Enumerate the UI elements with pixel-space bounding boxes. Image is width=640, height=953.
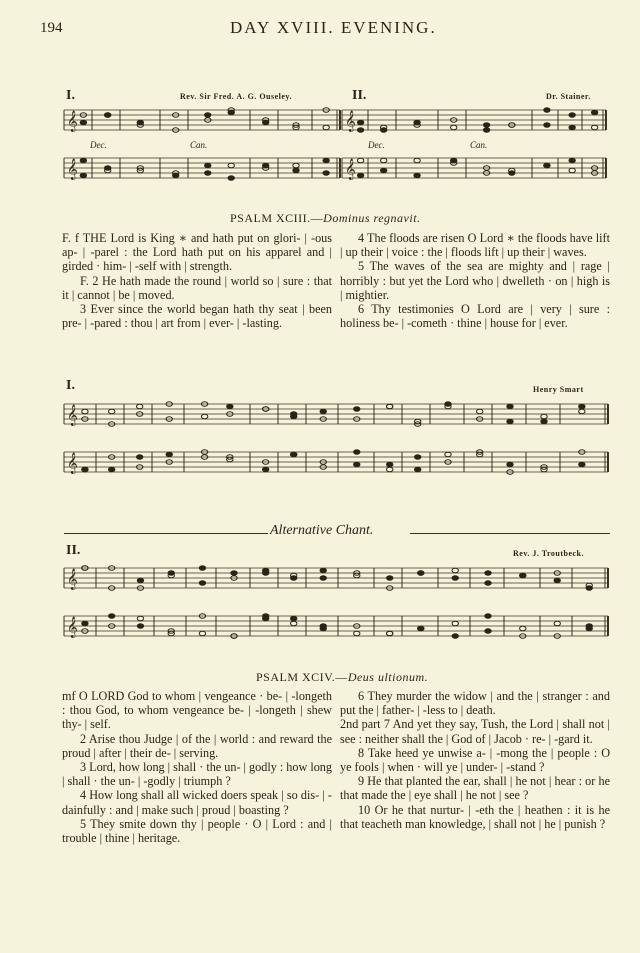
note-head xyxy=(293,168,299,173)
note-head xyxy=(386,462,392,467)
note-head xyxy=(205,171,211,176)
note-head xyxy=(166,452,172,457)
verse: 3 Ever since the world began hath thy seat | been pre- | -pared : thou | art from | ever- | -lasting. xyxy=(62,302,332,331)
note-head xyxy=(228,176,234,181)
note-head xyxy=(569,158,575,163)
note-head xyxy=(569,113,575,118)
alternative-chant-heading: Alternative Chant. xyxy=(270,523,374,538)
composer-name: Dr. Stainer. xyxy=(546,92,591,101)
composer-name: Rev. Sir Fred. A. G. Ouseley. xyxy=(180,92,292,101)
note-head xyxy=(579,404,585,409)
note-head xyxy=(485,571,491,576)
dec-label: Dec. xyxy=(368,140,385,150)
verse: 2 Arise thou Judge | of the | world : and reward the proud | after | their de- | serving. xyxy=(62,731,332,760)
clef-icon: 𝄞 xyxy=(67,569,78,590)
note-head xyxy=(586,586,592,591)
note-head xyxy=(586,624,592,629)
divider xyxy=(64,533,268,534)
music-staff-top-left xyxy=(64,100,344,190)
verse: 5 They smite down thy | people · O | Lord : and | trouble | thine | heritage. xyxy=(62,816,332,846)
note-head xyxy=(591,110,597,115)
note-head xyxy=(483,123,489,128)
clef-icon: 𝄞 xyxy=(67,405,78,426)
note-head xyxy=(80,173,86,178)
verse: 4 How long shall all wicked doers speak | so dis- | -dainfully : and | make such | proud | boasting ? xyxy=(62,788,332,817)
note-head xyxy=(323,158,329,163)
note-head xyxy=(199,566,205,571)
chant-numeral: II. xyxy=(352,88,367,103)
note-head xyxy=(569,125,575,130)
note-head xyxy=(104,166,110,171)
note-head xyxy=(290,414,296,419)
note-head xyxy=(476,409,482,414)
psalm-94-left-column xyxy=(62,689,332,845)
music-staff-middle xyxy=(64,396,610,492)
note-head xyxy=(199,631,205,636)
verse: F. f THE Lord is King ∗ and hath put on glori- | -ous ap- | -parel : the Lord hath put on his apparel and | girded · him- | -self with | strength. xyxy=(62,231,332,274)
note-head xyxy=(485,629,491,634)
note-head xyxy=(136,404,142,409)
note-head xyxy=(554,578,560,583)
note-head xyxy=(450,125,456,130)
note-head xyxy=(414,173,420,178)
chant-numeral: II. xyxy=(66,543,81,558)
psalm-94-right-column xyxy=(340,689,610,831)
psalm-93-left-column xyxy=(62,231,332,330)
note-head xyxy=(108,614,114,619)
note-head xyxy=(293,163,299,168)
music-staff-lower xyxy=(64,560,610,652)
note-head xyxy=(452,621,458,626)
psalm-93-right-column xyxy=(340,231,610,330)
clef-icon: 𝄞 xyxy=(345,159,356,180)
chant-numeral: I. xyxy=(66,378,75,393)
note-head xyxy=(354,631,360,636)
composer-name: Henry Smart xyxy=(533,385,584,394)
note-head xyxy=(483,128,489,133)
note-head xyxy=(205,113,211,118)
note-head xyxy=(452,576,458,581)
note-head xyxy=(386,631,392,636)
clef-icon: 𝄞 xyxy=(67,111,78,132)
verse: F. 2 He hath made the round | world so | sure : that it | cannot | be | moved. xyxy=(62,273,332,302)
can-label: Can. xyxy=(190,140,208,150)
note-head xyxy=(136,455,142,460)
chant-numeral: I. xyxy=(66,88,75,103)
note-head xyxy=(357,173,363,178)
note-head xyxy=(320,576,326,581)
clef-icon: 𝄞 xyxy=(67,617,78,638)
note-head xyxy=(579,462,585,467)
note-head xyxy=(168,571,174,576)
note-head xyxy=(354,450,360,455)
note-head xyxy=(418,626,424,631)
verse: 4 The floods are risen O Lord ∗ the floods have lift | up their | voice : the | floods lift | up their | waves. xyxy=(340,231,610,260)
music-staff-top-right xyxy=(342,100,610,190)
note-head xyxy=(485,581,491,586)
note-head xyxy=(108,467,114,472)
note-head xyxy=(509,171,515,176)
note-head xyxy=(414,158,420,163)
note-head xyxy=(137,120,143,125)
note-head xyxy=(231,571,237,576)
note-head xyxy=(320,409,326,414)
note-head xyxy=(137,578,143,583)
note-head xyxy=(290,616,296,621)
note-head xyxy=(452,634,458,639)
verse: 2nd part 7 And yet they say, Tush, the Lord | shall not | see : neither shall the | God of | Jacob · re- | -gard it. xyxy=(340,717,610,746)
note-head xyxy=(354,407,360,412)
note-head xyxy=(357,128,363,133)
note-head xyxy=(569,168,575,173)
note-head xyxy=(380,158,386,163)
composer-name: Rev. J. Troutbeck. xyxy=(513,549,585,558)
note-head xyxy=(108,409,114,414)
note-head xyxy=(201,414,207,419)
note-head xyxy=(414,455,420,460)
note-head xyxy=(445,452,451,457)
clef-icon: 𝄞 xyxy=(345,111,356,132)
dec-label: Dec. xyxy=(90,140,107,150)
note-head xyxy=(544,123,550,128)
note-head xyxy=(82,621,88,626)
note-head xyxy=(579,409,585,414)
verse: 3 Lord, how long | shall · the un- | godly : how long | shall · the un- | -godly | triumph ? xyxy=(62,760,332,789)
clef-icon: 𝄞 xyxy=(67,159,78,180)
verse: 5 The waves of the sea are mighty and | rage | horribly : but yet the Lord who | dwelleth · on | high is | mightier. xyxy=(340,259,610,302)
note-head xyxy=(357,158,363,163)
verse: 10 Or he that nurtur- | -eth the | heathen : it is he that teacheth man knowledge, | shall not | he | punish ? xyxy=(340,802,610,831)
psalm-title: PSALM XCIII.—Dominus regnavit. xyxy=(230,211,421,225)
verse: 9 He that planted the ear, shall | he not | hear : or he that made the | eye shall | he not | see ? xyxy=(340,774,610,803)
note-head xyxy=(354,462,360,467)
can-label: Can. xyxy=(470,140,488,150)
note-head xyxy=(290,621,296,626)
note-head xyxy=(541,419,547,424)
verse: 6 Thy testimonies O Lord are | very | sure : holiness be- | -cometh · thine | house for | ever. xyxy=(340,302,610,331)
note-head xyxy=(452,568,458,573)
note-head xyxy=(414,467,420,472)
note-head xyxy=(380,168,386,173)
note-head xyxy=(591,125,597,130)
note-head xyxy=(262,614,268,619)
note-head xyxy=(357,120,363,125)
note-head xyxy=(507,462,513,467)
psalm-title: PSALM XCIV.—Deus ultionum. xyxy=(256,670,429,684)
note-head xyxy=(262,467,268,472)
note-head xyxy=(290,452,296,457)
note-head xyxy=(262,120,268,125)
running-title: DAY XVIII. EVENING. xyxy=(230,18,437,37)
verse: 8 Take heed ye unwise a- | -mong the | people : O ye fools | when · will ye | under- | -stand ? xyxy=(340,745,610,775)
note-head xyxy=(386,467,392,472)
note-head xyxy=(485,614,491,619)
note-head xyxy=(205,163,211,168)
note-head xyxy=(323,125,329,130)
note-head xyxy=(520,626,526,631)
note-head xyxy=(82,409,88,414)
divider xyxy=(410,533,610,534)
note-head xyxy=(320,568,326,573)
note-head xyxy=(554,621,560,626)
note-head xyxy=(507,404,513,409)
note-head xyxy=(544,108,550,113)
note-head xyxy=(507,419,513,424)
note-head xyxy=(228,163,234,168)
note-head xyxy=(227,404,233,409)
clef-icon: 𝄞 xyxy=(67,453,78,474)
note-head xyxy=(386,576,392,581)
note-head xyxy=(320,626,326,631)
note-head xyxy=(262,568,268,573)
note-head xyxy=(80,120,86,125)
note-head xyxy=(137,624,143,629)
note-head xyxy=(137,616,143,621)
note-head xyxy=(380,128,386,133)
verse: mf O LORD God to whom | vengeance · be- | -longeth : thou God, to whom vengeance be- | -longeth | shew thy- | self. xyxy=(62,689,332,732)
page-number: 194 xyxy=(40,20,63,36)
note-head xyxy=(323,171,329,176)
verse: 6 They murder the widow | and the | stranger : and put the | father- | -less to | death. xyxy=(340,689,610,718)
note-head xyxy=(386,404,392,409)
note-head xyxy=(80,158,86,163)
note-head xyxy=(199,581,205,586)
note-head xyxy=(541,414,547,419)
